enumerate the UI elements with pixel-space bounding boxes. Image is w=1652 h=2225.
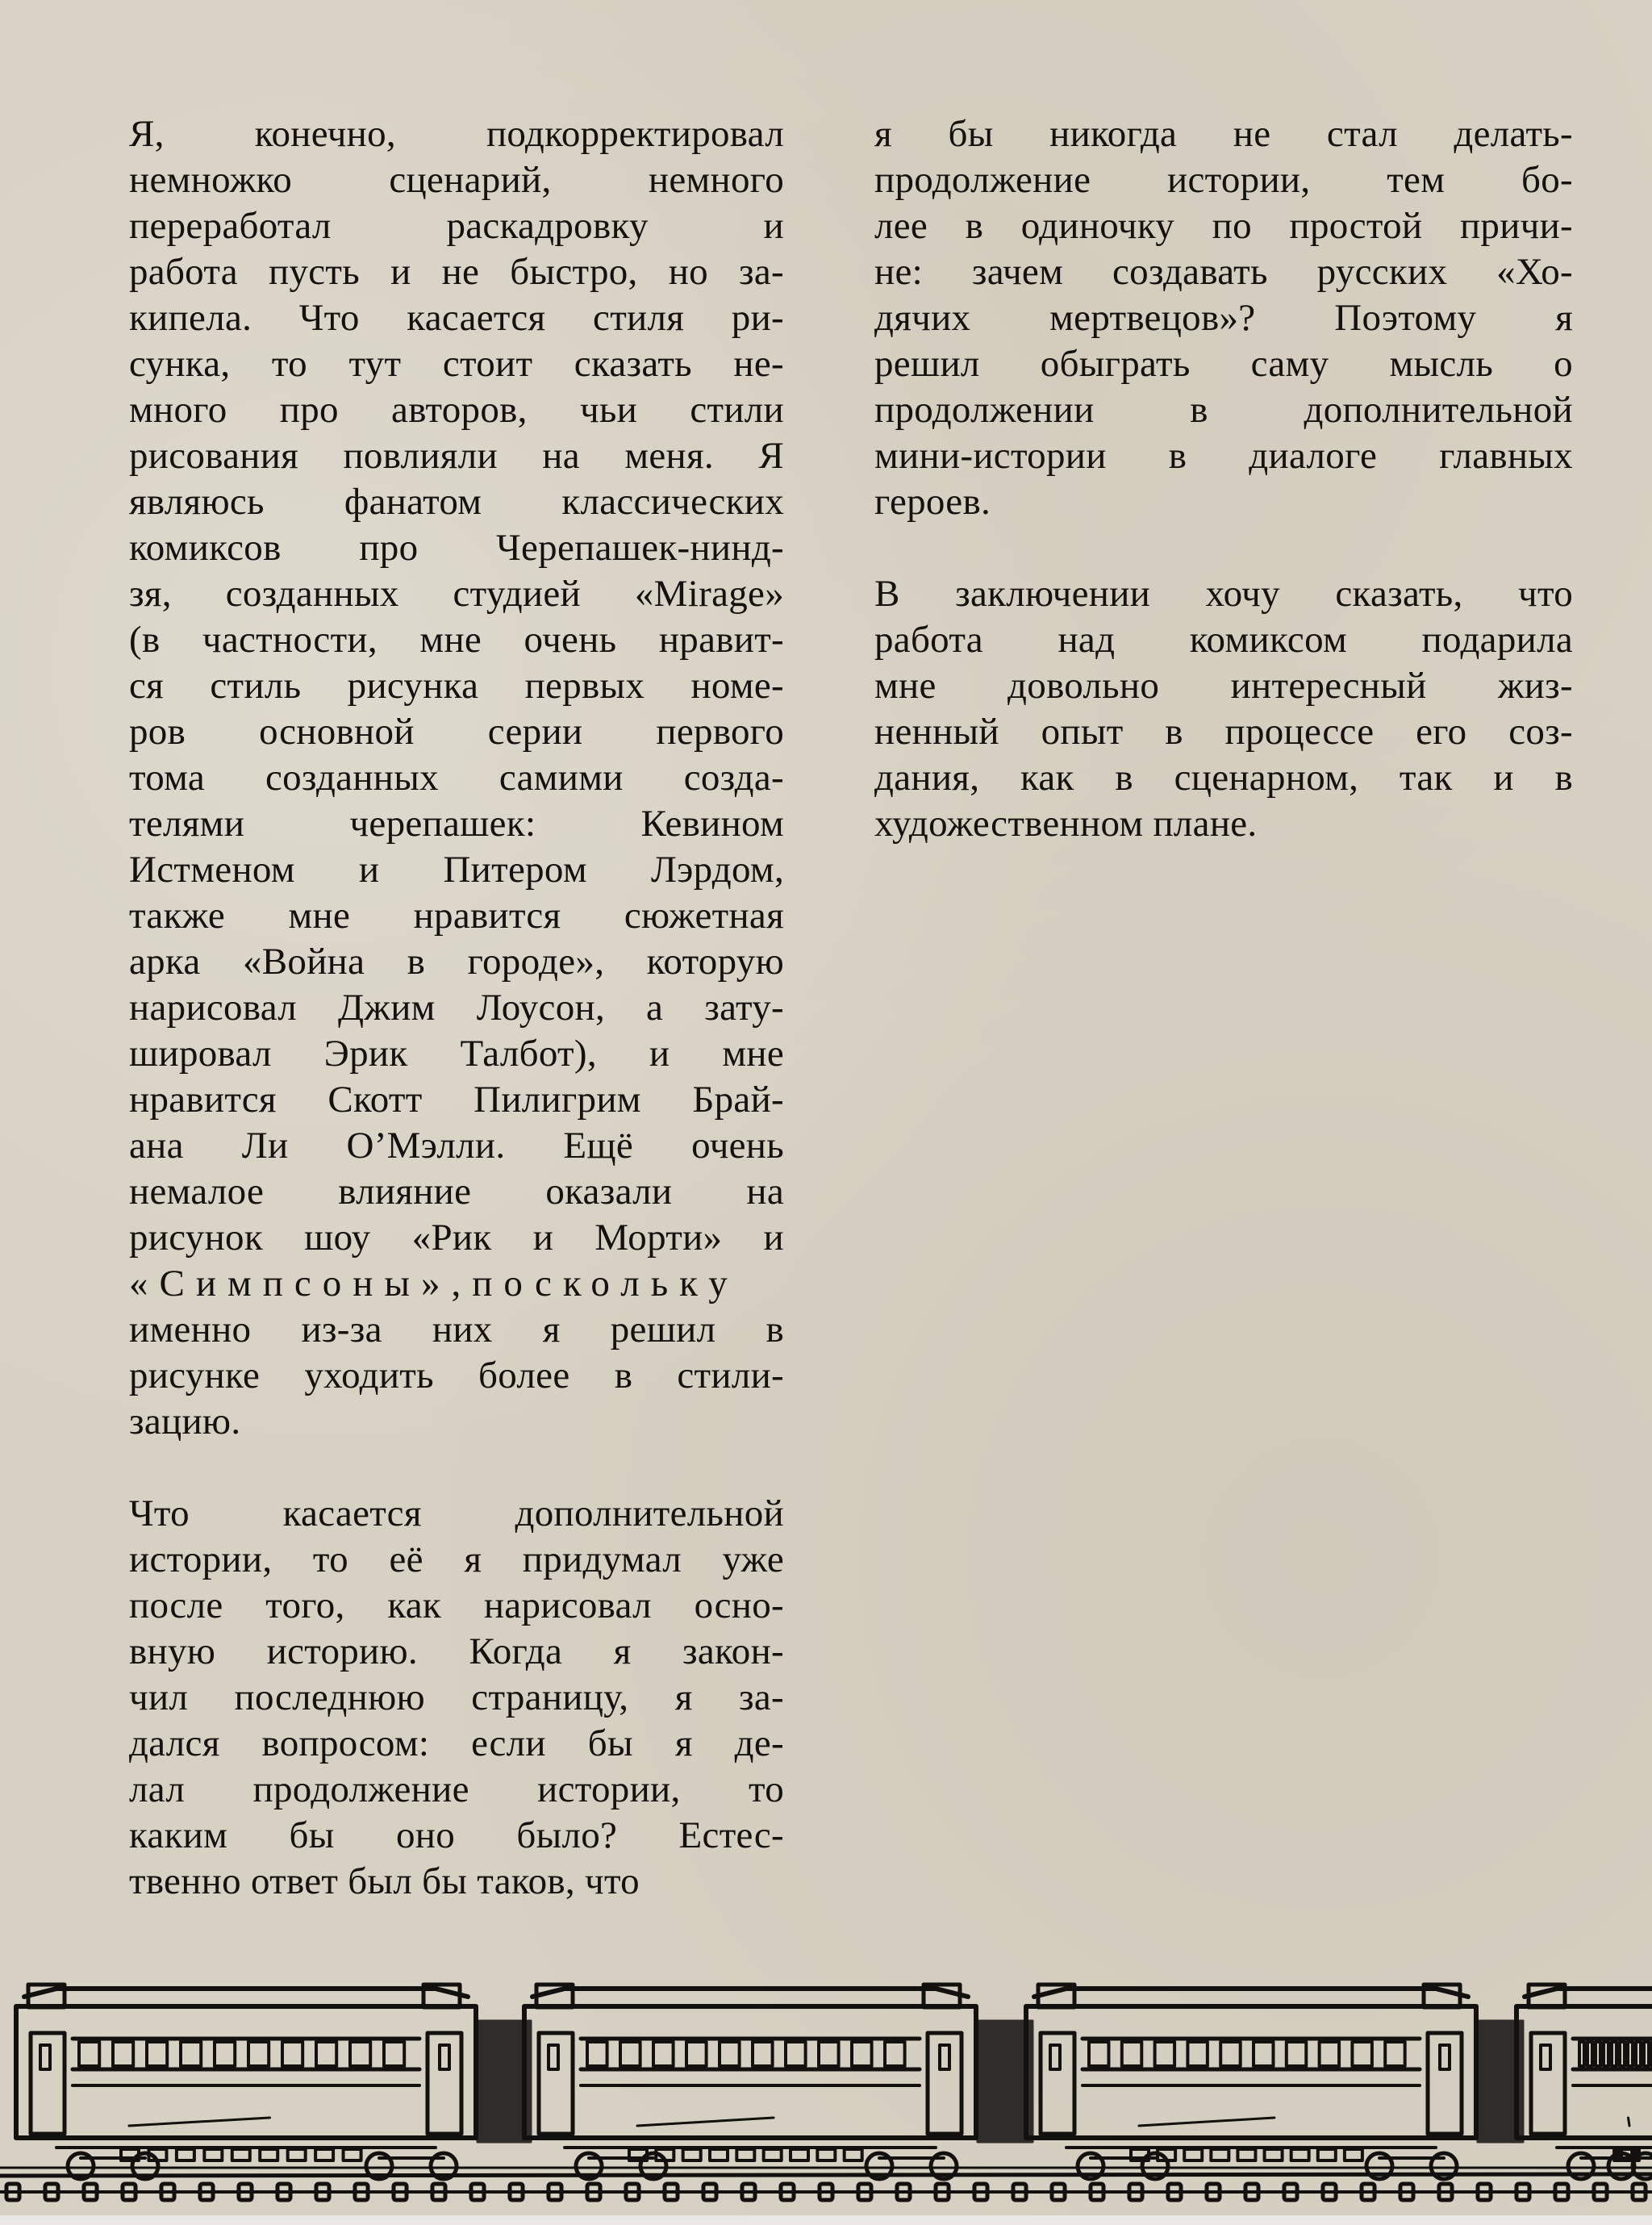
- train-wagon: [524, 1985, 1032, 2179]
- text-line: дания, как в сценарном, так и в: [874, 757, 1573, 799]
- text-line: мне довольно интересный жиз-: [874, 665, 1573, 707]
- text-line: ана Ли О’Мэлли. Ещё очень: [129, 1125, 784, 1167]
- text-line: ся стиль рисунка первых номе-: [129, 665, 784, 707]
- text-line: мини-истории в диалоге главных: [874, 435, 1573, 477]
- text-line: именно из-за них я решил в: [129, 1309, 784, 1350]
- text-line: я бы никогда не стал делать-: [874, 113, 1573, 155]
- train-wagon: [1026, 1985, 1523, 2179]
- text-line: работа над комиксом подарила: [874, 619, 1573, 661]
- paragraph: [874, 111, 1573, 525]
- rail: [0, 2174, 1652, 2176]
- page-bottom-edge: [0, 2215, 1652, 2225]
- text-line: нравится Скотт Пилигрим Брай-: [129, 1079, 784, 1121]
- text-line: истории, то её я придумал уже: [129, 1538, 784, 1580]
- text-line: зя, созданных студией «Mirage»: [129, 573, 784, 615]
- text-line: работа пусть и не быстро, но за-: [129, 251, 784, 293]
- text-line: зацию.: [129, 1401, 241, 1442]
- text-line: лее в одиночку по простой причи-: [874, 205, 1573, 247]
- text-line: В заключении хочу сказать, что: [874, 573, 1573, 615]
- right-text-column: [874, 111, 1573, 893]
- text-line: художественном плане.: [874, 803, 1258, 845]
- text-line: каким бы оно было? Естес-: [129, 1814, 784, 1856]
- text-line: арка «Война в городе», которую: [129, 941, 784, 983]
- text-line: немножко сценарий, немного: [129, 159, 784, 201]
- text-line: немалое влияние оказали на: [129, 1171, 784, 1213]
- train-wagon: [16, 1985, 531, 2179]
- text-line: Истменом и Питером Лэрдом,: [129, 849, 784, 891]
- text-line: Что касается дополнительной: [129, 1492, 784, 1534]
- text-line: рисунке уходить более в стили-: [129, 1355, 784, 1396]
- text-line: дячих мертвецов»? Поэтому я: [874, 297, 1573, 339]
- text-line: твенно ответ был бы таков, что: [129, 1860, 640, 1902]
- text-line: ров основной серии первого: [129, 711, 784, 753]
- text-line: много про авторов, чьи стили: [129, 389, 784, 431]
- text-line: телями черепашек: Кевином: [129, 803, 784, 845]
- text-line: переработал раскадровку и: [129, 205, 784, 247]
- text-line: нарисовал Джим Лоусон, а зату-: [129, 987, 784, 1029]
- paragraph: [129, 111, 784, 1445]
- railway-track: [0, 2168, 1652, 2200]
- text-line: Я, конечно, подкорректировал: [129, 113, 784, 155]
- text-line: рисования повлияли на меня. Я: [129, 435, 784, 477]
- text-line: также мне нравится сюжетная: [129, 895, 784, 937]
- text-line: ненный опыт в процессе его соз-: [874, 711, 1573, 753]
- text-line: героев.: [874, 481, 991, 523]
- text-line: продолжении в дополнительной: [874, 389, 1573, 431]
- paragraph: [874, 571, 1573, 847]
- text-line: вную историю. Когда я закон-: [129, 1630, 784, 1672]
- text-line: лал продолжение истории, то: [129, 1768, 784, 1810]
- text-line: (в частности, мне очень нравит-: [129, 619, 784, 661]
- text-line: после того, как нарисовал осно-: [129, 1584, 784, 1626]
- train-illustration: [0, 1956, 1652, 2206]
- text-line: являюсь фанатом классических: [129, 481, 784, 523]
- text-line: чил последнюю страницу, я за-: [129, 1676, 784, 1718]
- text-line: продолжение истории, тем бо-: [874, 159, 1573, 201]
- text-line: шировал Эрик Талбот), и мне: [129, 1033, 784, 1075]
- text-line: рисунок шоу «Рик и Морти» и: [129, 1217, 784, 1259]
- left-text-column: [129, 111, 784, 1951]
- text-line: сунка, то тут стоит сказать не-: [129, 343, 784, 385]
- train-wagon: [1516, 1985, 1652, 2179]
- paragraph: [129, 1491, 784, 1905]
- text-line: «Симпсоны»,поскольку: [129, 1263, 739, 1305]
- text-line: тома созданных самими созда-: [129, 757, 784, 799]
- text-line: дался вопросом: если бы я де-: [129, 1722, 784, 1764]
- text-line: комиксов про Черепашек-нинд-: [129, 527, 784, 569]
- text-line: не: зачем создавать русских «Хо-: [874, 251, 1573, 293]
- text-line: кипела. Что касается стиля ри-: [129, 297, 784, 339]
- text-line: решил обыграть саму мысль о: [874, 343, 1573, 385]
